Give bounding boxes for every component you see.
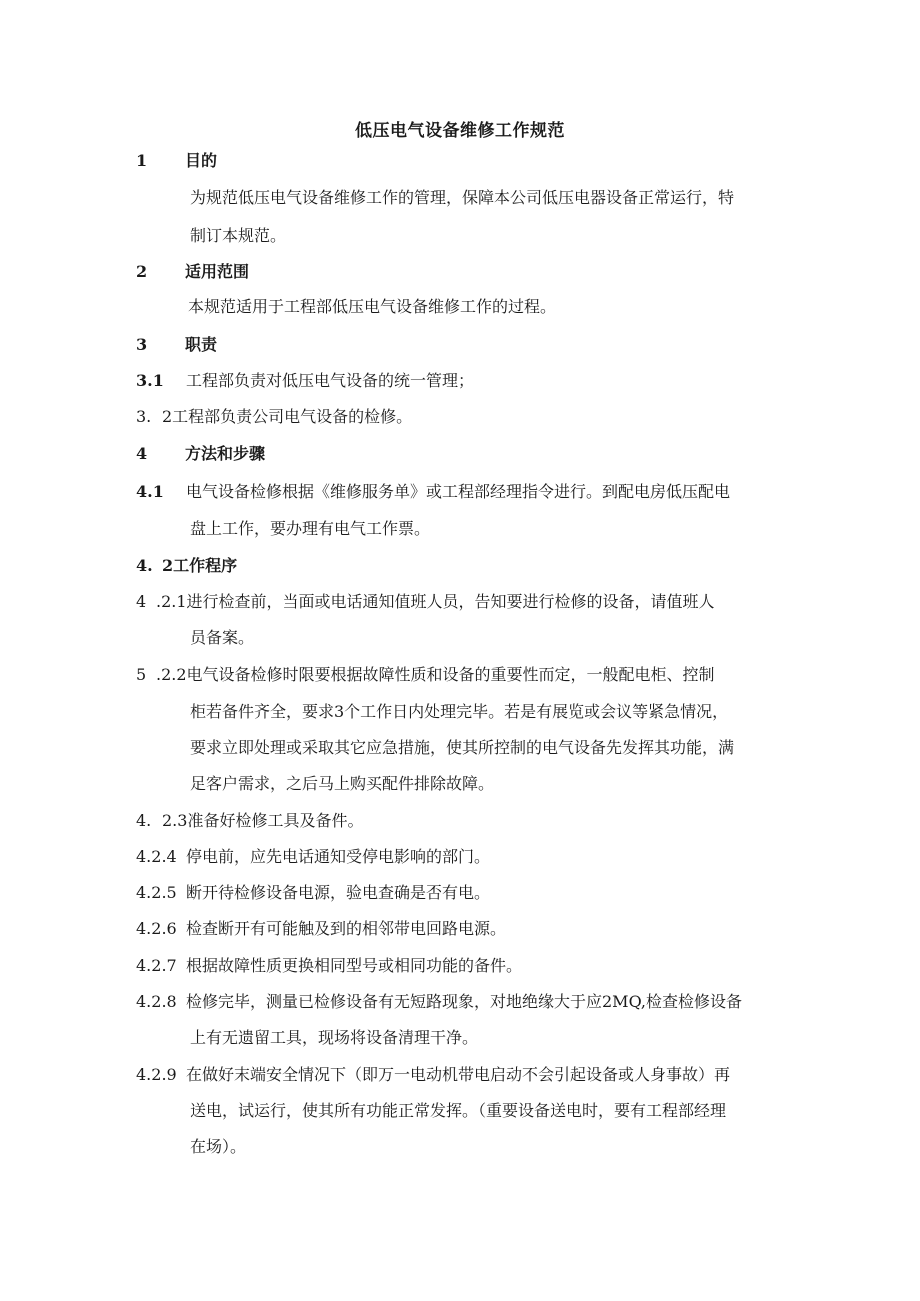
item-number: 4. [136,556,153,575]
paragraph-line: 为规范低压电气设备维修工作的管理，保障本公司低压电器设备正常运行，特 [190,188,735,207]
paragraph-line: 本规范适用于工程部低压电气设备维修工作的过程。 [188,297,557,316]
paragraph-line: 工程部负责对低压电气设备的统一管理； [186,371,475,390]
step-number: 4.2.4 [136,847,177,866]
document-title: 低压电气设备维修工作规范 [355,121,565,141]
step-line: 检查断开有可能触及到的相邻带电回路电源。 [186,919,507,938]
paragraph-line: 制订本规范。 [190,226,287,245]
paragraph-line: 2工程部负责公司电气设备的检修。 [162,407,413,426]
section-heading: 目的 [185,151,218,170]
step-line: 断开待检修设备电源，验电查确是否有电。 [186,883,491,902]
step-number: 4.2.8 [136,992,177,1011]
subsection-heading: 2工作程序 [162,556,238,575]
step-line: 根据故障性质更换相同型号或相同功能的备件。 [186,956,523,975]
section-heading: 职责 [185,335,218,354]
paragraph-line: 电气设备检修根据《维修服务单》或工程部经理指令进行。到配电房低压配电 [186,482,731,501]
paragraph-line: 盘上工作，要办理有电气工作票。 [190,519,431,538]
section-number: 1 [136,151,148,170]
item-number: 3. [136,407,152,426]
step-line: 检修完毕，测量已检修设备有无短路现象，对地绝缘大于应2MQ,检查检修设备 [186,992,742,1011]
step-line: 足客户需求，之后马上购买配件排除故障。 [190,774,495,793]
section-heading: 方法和步骤 [185,444,266,463]
step-number: 4.2.9 [136,1065,177,1084]
step-line: 在场）。 [190,1137,247,1156]
step-line: 柜若备件齐全，要求3个工作日内处理完毕。若是有展览或会议等紧急情况， [190,702,729,721]
step-line: 在做好末端安全情况下（即万一电动机带电启动不会引起设备或人身事故）再 [186,1065,731,1084]
section-number: 2 [136,262,148,281]
step-line: 停电前，应先电话通知受停电影响的部门。 [186,847,491,866]
step-number: 4.2.6 [136,919,177,938]
section-number: 3 [136,335,148,354]
section-heading: 适用范围 [185,262,250,281]
item-number: 4.1 [136,482,164,501]
step-number: 4.2.7 [136,956,177,975]
step-line: 送电，试运行，使其所有功能正常发挥。（重要设备送电时，要有工程部经理 [190,1101,727,1120]
step-line: .2.1进行检查前，当面或电话通知值班人员，告知要进行检修的设备，请值班人 [156,592,715,611]
section-number: 4 [136,444,148,463]
step-line: 要求立即处理或采取其它应急措施，使其所控制的电气设备先发挥其功能，满 [190,738,735,757]
step-line: 上有无遗留工具，现场将设备清理干净。 [190,1028,479,1047]
item-number: 3.1 [136,371,164,390]
step-line: 员备案。 [190,628,255,647]
step-number: 5 [136,665,147,684]
step-line: .2.2电气设备检修时限要根据故障性质和设备的重要性而定，一般配电柜、控制 [156,665,715,684]
step-number: 4.2.5 [136,883,177,902]
step-number: 4 [136,592,147,611]
step-line: 2.3准备好检修工具及备件。 [162,811,364,830]
step-number: 4. [136,811,152,830]
